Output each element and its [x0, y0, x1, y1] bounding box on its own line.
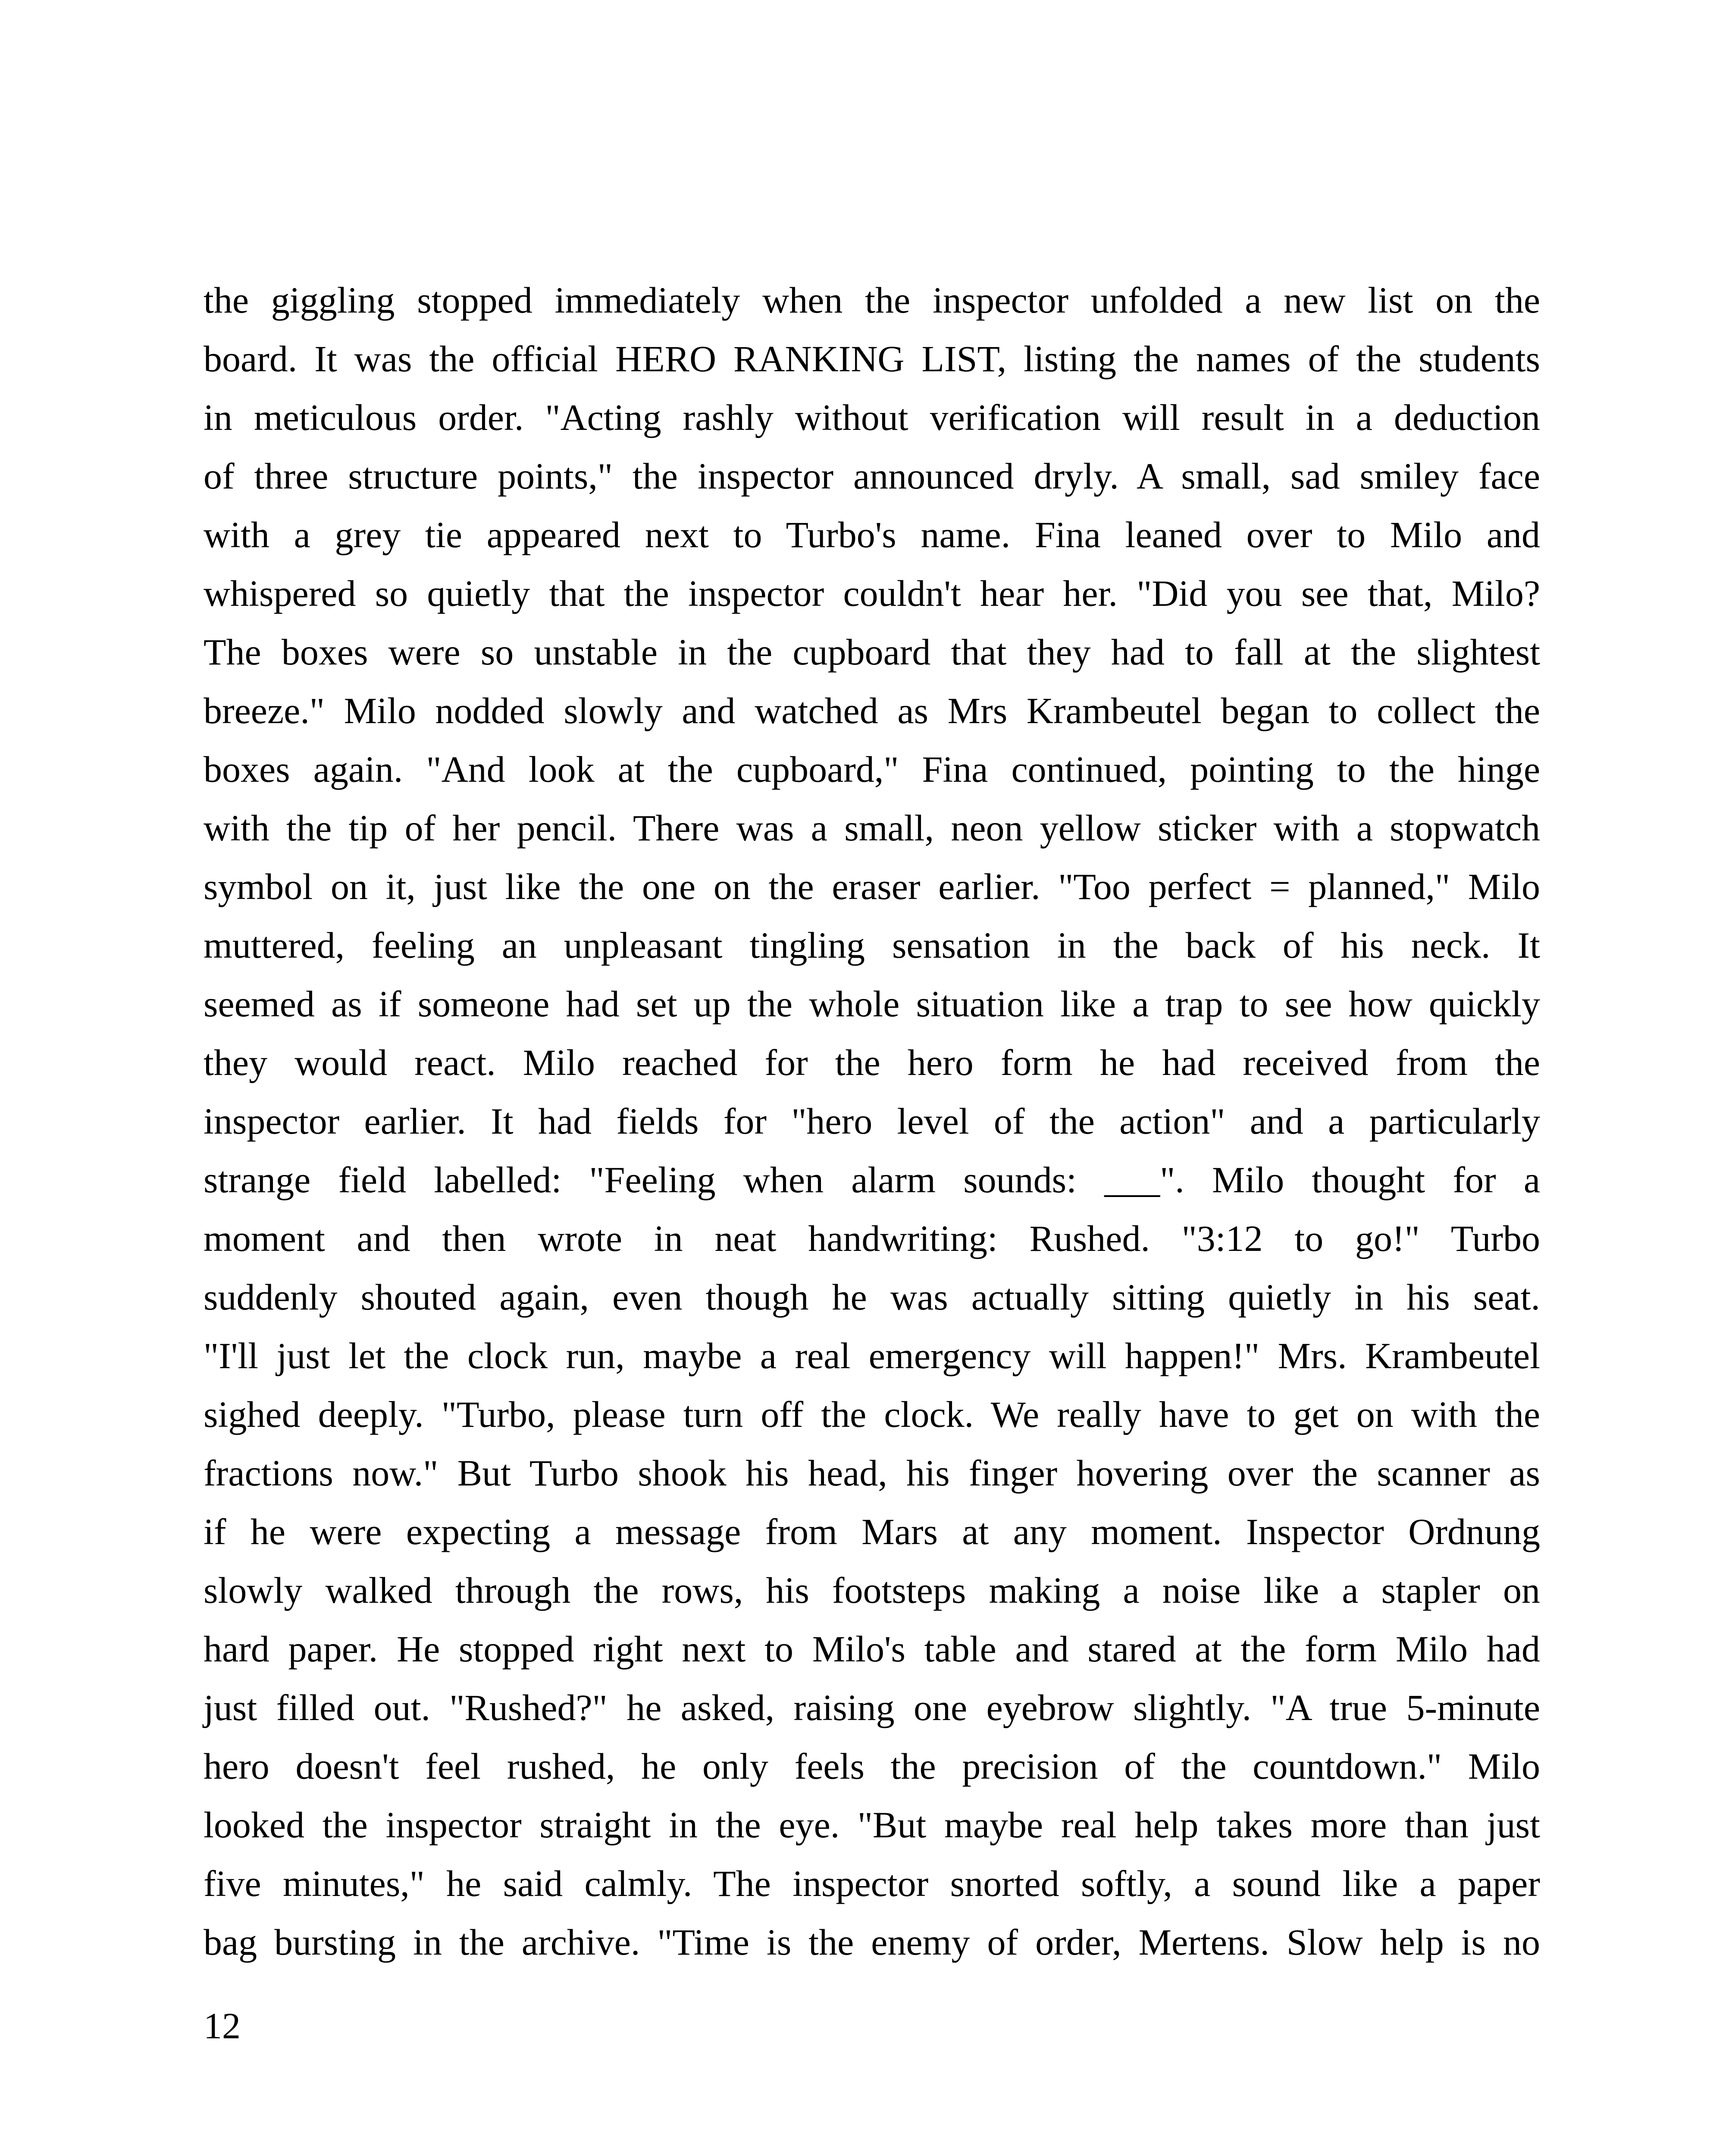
- text-line: five minutes," he said calmly. The inspector snorted softly, a sound like a paper: [204, 1863, 1540, 1904]
- text-line: boxes again. "And look at the cupboard," Fina continued, pointing to the hinge: [204, 749, 1540, 790]
- text-line: board. It was the official HERO RANKING LIST, listing the names of the students: [204, 338, 1540, 379]
- text-line: sighed deeply. "Turbo, please turn off the clock. We really have to get on with the: [204, 1394, 1540, 1435]
- text-line: strange field labelled: "Feeling when alarm sounds: ___". Milo thought for a: [204, 1159, 1540, 1200]
- text-line: inspector earlier. It had fields for "hero level of the action" and a particularly: [204, 1100, 1540, 1142]
- text-line: whispered so quietly that the inspector couldn't hear her. "Did you see that, Milo?: [204, 573, 1540, 614]
- text-line: slowly walked through the rows, his footsteps making a noise like a stapler on: [204, 1570, 1540, 1611]
- text-line: they would react. Milo reached for the hero form he had received from the: [204, 1042, 1540, 1083]
- body-text: [204, 271, 1540, 1971]
- text-line: looked the inspector straight in the eye. "But maybe real help takes more than just: [204, 1804, 1540, 1846]
- text-line: just filled out. "Rushed?" he asked, raising one eyebrow slightly. "A true 5-minute: [204, 1687, 1540, 1728]
- page-number: 12: [204, 2005, 241, 2046]
- text-line: "I'll just let the clock run, maybe a real emergency will happen!" Mrs. Krambeutel: [204, 1335, 1540, 1376]
- text-line: hard paper. He stopped right next to Milo's table and stared at the form Milo had: [204, 1628, 1540, 1670]
- text-line: hero doesn't feel rushed, he only feels the precision of the countdown." Milo: [204, 1745, 1540, 1787]
- text-line: bag bursting in the archive. "Time is the enemy of order, Mertens. Slow help is no: [204, 1921, 1540, 1963]
- text-line: muttered, feeling an unpleasant tingling sensation in the back of his neck. It: [204, 924, 1540, 966]
- text-line: breeze." Milo nodded slowly and watched as Mrs Krambeutel began to collect the: [204, 690, 1540, 731]
- text-line: suddenly shouted again, even though he was actually sitting quietly in his seat.: [204, 1276, 1540, 1318]
- text-line: The boxes were so unstable in the cupboard that they had to fall at the slightest: [204, 631, 1540, 673]
- text-line: the giggling stopped immediately when the inspector unfolded a new list on the: [204, 279, 1540, 321]
- text-line: in meticulous order. "Acting rashly without verification will result in a deduction: [204, 397, 1540, 438]
- text-line: symbol on it, just like the one on the eraser earlier. "Too perfect = planned," Milo: [204, 866, 1540, 907]
- text-line: with a grey tie appeared next to Turbo's name. Fina leaned over to Milo and: [204, 514, 1540, 555]
- text-line: moment and then wrote in neat handwriting: Rushed. "3:12 to go!" Turbo: [204, 1218, 1540, 1259]
- text-line: of three structure points," the inspector announced dryly. A small, sad smiley face: [204, 455, 1540, 497]
- text-line: if he were expecting a message from Mars at any moment. Inspector Ordnung: [204, 1511, 1540, 1552]
- text-line: with the tip of her pencil. There was a small, neon yellow sticker with a stopwatch: [204, 807, 1540, 849]
- text-line: fractions now." But Turbo shook his head, his finger hovering over the scanner as: [204, 1452, 1540, 1494]
- text-line: seemed as if someone had set up the whole situation like a trap to see how quickly: [204, 983, 1540, 1025]
